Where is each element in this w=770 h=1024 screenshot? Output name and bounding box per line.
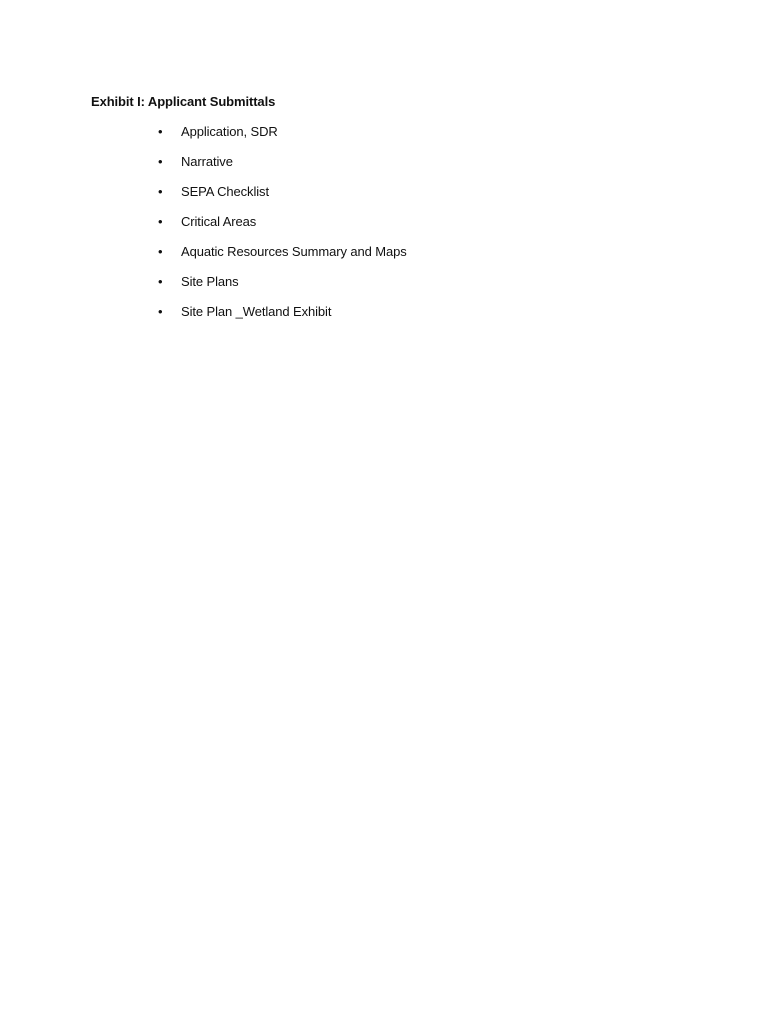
list-item-text: Narrative	[181, 154, 233, 169]
list-item	[0, 244, 770, 274]
list-item-text: Site Plans	[181, 274, 239, 289]
list-item	[0, 124, 770, 154]
bullet-icon: •	[158, 214, 163, 229]
list-item-text: Site Plan _Wetland Exhibit	[181, 304, 332, 319]
list-item	[0, 184, 770, 214]
list-item	[0, 154, 770, 184]
list-item-text: Critical Areas	[181, 214, 257, 229]
bullet-icon: •	[158, 274, 163, 289]
list-item	[0, 304, 770, 334]
bullet-icon: •	[158, 184, 163, 199]
submittals-list	[0, 124, 770, 334]
list-item-text: Application, SDR	[181, 124, 278, 139]
bullet-icon: •	[158, 244, 163, 259]
bullet-icon: •	[158, 304, 163, 319]
list-item	[0, 274, 770, 304]
list-item-text: Aquatic Resources Summary and Maps	[181, 244, 407, 259]
list-item-text: SEPA Checklist	[181, 184, 269, 199]
list-item	[0, 214, 770, 244]
bullet-icon: •	[158, 124, 163, 139]
exhibit-heading: Exhibit I: Applicant Submittals	[91, 94, 276, 109]
bullet-icon: •	[158, 154, 163, 169]
